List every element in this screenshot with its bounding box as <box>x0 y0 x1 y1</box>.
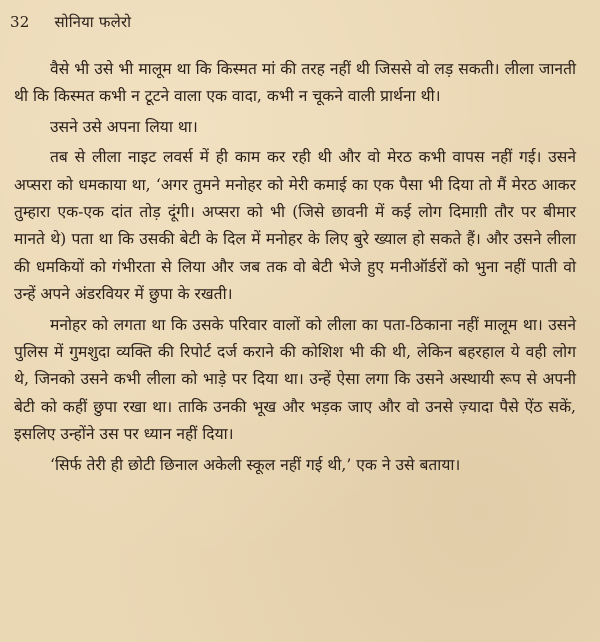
book-title: सोनिया फलेरो <box>54 13 132 31</box>
paragraph-2: उसने उसे अपना लिया था। <box>50 117 198 136</box>
paragraph-5: ‘सिर्फ तेरी ही छोटी छिनाल अकेली स्कूल नहीं गई थी,’ एक ने उसे बताया। <box>50 455 461 474</box>
paragraph-4: मनोहर को लगता था कि उसके परिवार वालों को लीला का पता-ठिकाना नहीं मालूम था। उसने पुलिस में गुमशुदा व्यक्ति की रिपोर्ट दर्ज कराने की कोशिश भी की थी, लेकिन बहरहाल ये वही लोग थे, जिनको उसने कभी लीला को भाड़े पर दिया था। उन्हें ऐसा लगा कि उसने अस्थायी रूप से अपनी बेटी को कहीं छुपा रखा था। ताकि उनकी भूख और भड़क जाए और वो उनसे ज़्यादा पैसे ऐंठ सकें, इसलिए उन्होंने उस पर ध्यान नहीं दिया। <box>14 315 576 444</box>
body-text <box>14 56 576 479</box>
page-header <box>10 12 131 32</box>
paragraph-3: तब से लीला नाइट लवर्स में ही काम कर रही थी और वो मेरठ कभी वापस नहीं गई। उसने अप्सरा को धमकाया था, ‘अगर तुमने मनोहर को मेरी कमाई का एक पैसा भी दिया तो मैं मेरठ आकर तुम्हारा एक-एक दांत तोड़ दूंगी। अप्सरा को भी (जिसे छावनी में कई लोग दिमाग़ी तौर पर बीमार मानते थे) पता था कि उसकी बेटी के दिल में मनोहर के लिए बुरे ख्याल हो सकते हैं। और उसने लीला की धमकियों को गंभीरता से लिया और जब तक वो बेटी भेजे हुए मनीऑर्डरों को भुना नहीं पाती वो उन्हें अपने अंडरवियर में छुपा के रखती। <box>14 148 576 304</box>
paragraph-1: वैसे भी उसे भी मालूम था कि किस्मत मां की तरह नहीं थी जिससे वो लड़ सकती। लीला जानती थी कि किस्मत कभी न टूटने वाला एक वादा, कभी न चूकने वाली प्रार्थना थी। <box>14 60 576 106</box>
page-number: 32 <box>10 13 30 31</box>
